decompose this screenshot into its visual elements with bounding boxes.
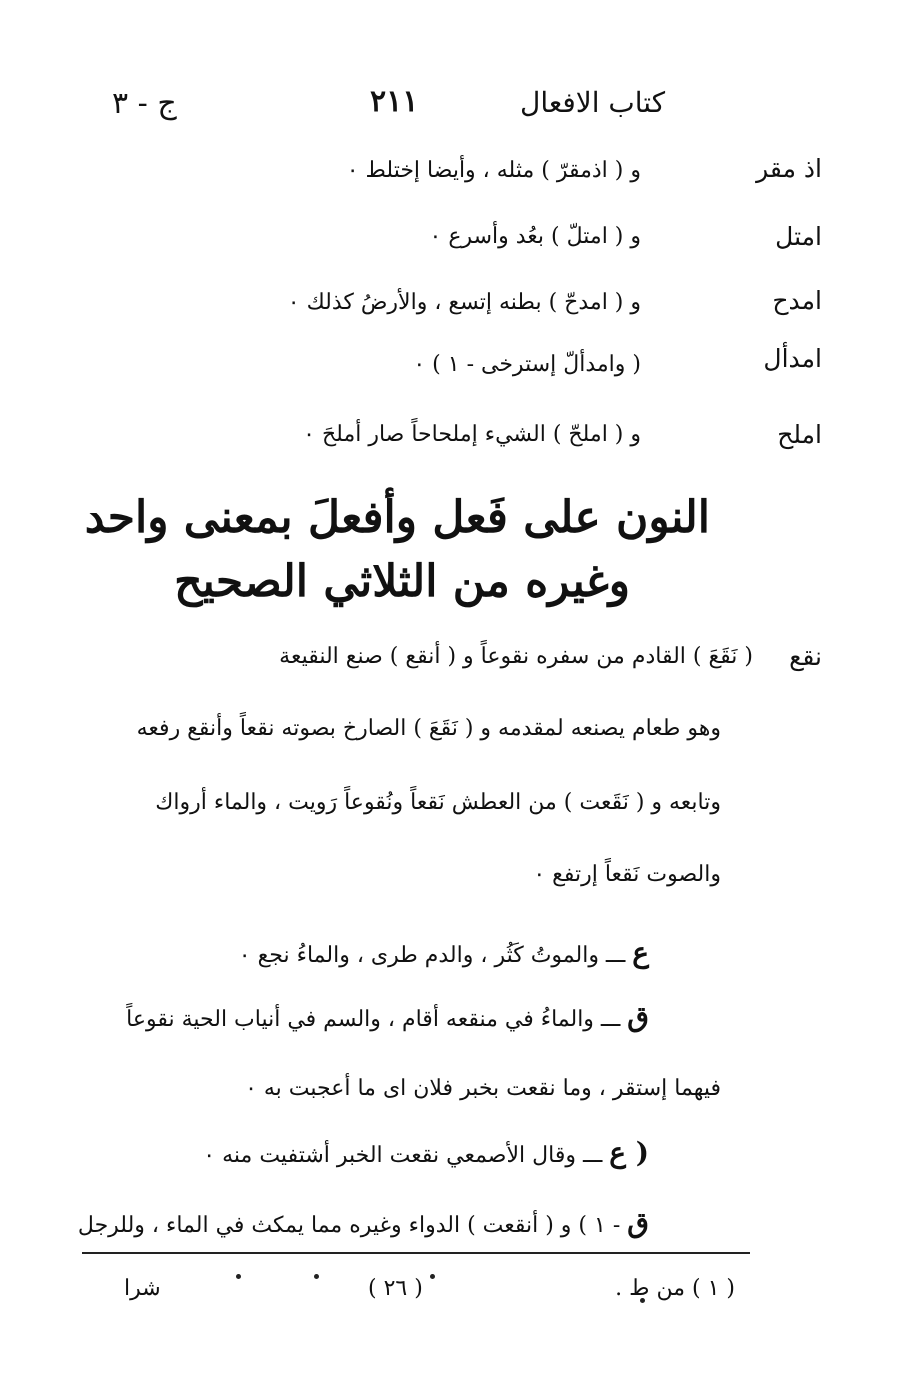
source-line	[239, 936, 649, 969]
entry-headword: امدح	[772, 286, 822, 315]
section-title-line1: النون على فَعل وأفعلَ بمعنى واحد	[84, 492, 710, 543]
source-marker: ق	[627, 1206, 649, 1239]
entry-definition: و ( اذمقرّ ) مثله ، وأيضا إختلط ٠	[346, 158, 641, 183]
section-title-line2: وغيره من الثلاثي الصحيح	[174, 556, 630, 607]
paragraph-line: ( نَقَعَ ) القادم من سفره نقوعاً و ( أنقع ) صنع النقيعة	[279, 644, 753, 669]
source-marker: ع	[632, 936, 649, 969]
entry-definition: و ( املحّ ) الشيء إملحاحاً صار أملحَ ٠	[303, 422, 641, 447]
entry-headword: امدأل	[763, 344, 822, 373]
source-line	[203, 1136, 649, 1169]
source-text: - ١ ) و ( أنقعت ) الدواء وغيره مما يمكث في الماء ، وللرجل	[77, 1213, 621, 1238]
entry-headword: اذ مقر	[756, 154, 822, 183]
entry-definition: ( وامدألّ إسترخى - ١ ) ٠	[413, 352, 641, 377]
speck-mark	[430, 1274, 435, 1279]
running-title: كتاب الافعال	[520, 86, 666, 119]
paragraph-line: والصوت نَقعاً إرتفع ٠	[533, 862, 721, 887]
source-marker: ( ع	[609, 1136, 649, 1169]
source-line	[78, 1206, 649, 1239]
speck-mark	[314, 1274, 319, 1279]
footnote: ( ١ ) من ط .	[615, 1276, 735, 1301]
paragraph-line: وتابعه و ( نَقَعت ) من العطش نَقعاً ونُقوعاً رَويت ، والماء أرواك	[155, 790, 721, 815]
entry-headword: املح	[777, 420, 822, 449]
source-text: ـــ والماءُ في منقعه أقام ، والسم في أنياب الحية نقوعاً	[126, 1007, 621, 1032]
volume-label: ج - ٣	[112, 86, 177, 121]
source-text: ـــ والموتُ كَثُر ، والدم طرى ، والماءُ نجع ٠	[238, 943, 626, 968]
source-text: ـــ وقال الأصمعي نقعت الخبر أشتفيت منه ٠	[203, 1143, 603, 1168]
paragraph-line: فيهما إستقر ، وما نقعت بخبر فلان اى ما أعجبت به ٠	[245, 1076, 721, 1101]
entry-definition: و ( امتلّ ) بعُد وأسرع ٠	[429, 224, 641, 249]
speck-mark	[236, 1274, 241, 1279]
sheet-number: ( ٢٦ )	[368, 1276, 423, 1301]
signature-mark: شرا	[124, 1276, 161, 1301]
source-line	[126, 1000, 649, 1033]
entry-headword: نقع	[789, 642, 822, 671]
page-number: ٢١١	[370, 84, 419, 119]
source-marker: ق	[627, 1000, 649, 1033]
entry-definition: و ( امدحّ ) بطنه إتسع ، والأرضُ كذلك ٠	[287, 290, 641, 315]
entry-headword: امتل	[775, 222, 822, 251]
paragraph-line: وهو طعام يصنعه لمقدمه و ( نَقَعَ ) الصارخ بصوته نقعاً وأنقع رفعه	[136, 716, 721, 741]
footnote-rule	[82, 1252, 750, 1254]
